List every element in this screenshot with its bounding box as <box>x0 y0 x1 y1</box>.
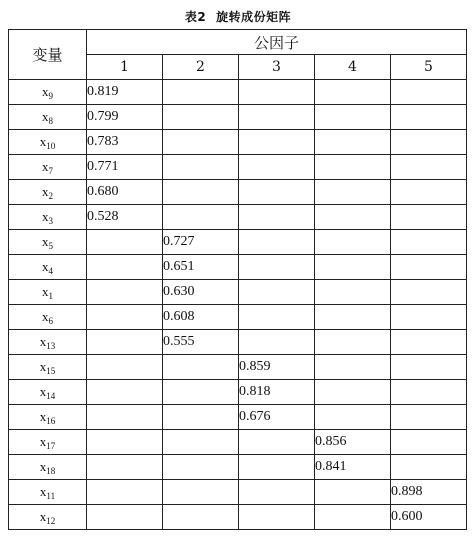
loading-cell <box>163 430 239 455</box>
loading-cell <box>163 155 239 180</box>
loading-cell <box>315 255 391 280</box>
loading-cell <box>391 80 467 105</box>
table-row <box>9 205 467 230</box>
factor-header: 3 <box>239 55 315 80</box>
table-row <box>9 480 467 505</box>
table-row <box>9 430 467 455</box>
table-row <box>9 330 467 355</box>
loading-cell: 0.676 <box>239 405 315 430</box>
variable-cell <box>9 305 87 330</box>
variable-symbol: x <box>42 283 49 299</box>
factor-header: 2 <box>163 55 239 80</box>
table-row <box>9 405 467 430</box>
loading-cell <box>163 505 239 530</box>
loading-cell <box>315 180 391 205</box>
variable-cell <box>9 155 87 180</box>
variable-cell <box>9 330 87 355</box>
matrix-body <box>9 80 467 530</box>
loading-cell <box>239 330 315 355</box>
variable-symbol: x <box>42 233 49 249</box>
variable-cell <box>9 130 87 155</box>
loading-cell <box>87 480 163 505</box>
loading-cell <box>391 180 467 205</box>
loading-cell <box>163 380 239 405</box>
loading-cell: 0.841 <box>315 455 391 480</box>
loading-cell <box>163 455 239 480</box>
variable-header: 变量 <box>9 30 87 80</box>
loading-cell <box>391 155 467 180</box>
loading-cell <box>239 80 315 105</box>
variable-index: 5 <box>48 240 53 251</box>
loading-cell <box>391 355 467 380</box>
loading-cell: 0.771 <box>87 155 163 180</box>
loading-cell <box>315 380 391 405</box>
loading-cell <box>315 330 391 355</box>
loading-cell <box>315 105 391 130</box>
variable-cell <box>9 430 87 455</box>
table-row <box>9 280 467 305</box>
loading-cell <box>391 305 467 330</box>
loading-cell <box>87 455 163 480</box>
table-row <box>9 505 467 530</box>
loading-cell <box>87 255 163 280</box>
loading-cell <box>239 105 315 130</box>
loading-cell <box>163 405 239 430</box>
loading-cell <box>315 155 391 180</box>
loading-cell <box>239 230 315 255</box>
variable-symbol: x <box>42 308 49 324</box>
variable-symbol: x <box>39 358 47 374</box>
loading-cell <box>391 205 467 230</box>
table-row <box>9 455 467 480</box>
loading-cell <box>87 355 163 380</box>
table-row <box>9 255 467 280</box>
loading-cell <box>163 180 239 205</box>
loading-cell <box>87 405 163 430</box>
loading-cell <box>391 230 467 255</box>
loading-cell <box>87 330 163 355</box>
table-title: 旋转成份矩阵 <box>216 10 292 24</box>
variable-index: 15 <box>46 365 56 376</box>
variable-index: 7 <box>48 165 53 176</box>
variable-cell <box>9 205 87 230</box>
loading-cell <box>391 255 467 280</box>
table-row <box>9 380 467 405</box>
variable-cell <box>9 230 87 255</box>
variable-symbol: x <box>39 408 47 424</box>
loading-cell <box>239 430 315 455</box>
loading-cell: 0.783 <box>87 130 163 155</box>
loading-cell <box>391 380 467 405</box>
variable-symbol: x <box>39 133 47 149</box>
loading-cell <box>391 405 467 430</box>
table-row <box>9 130 467 155</box>
variable-symbol: x <box>39 458 47 474</box>
loading-cell <box>239 180 315 205</box>
loading-cell <box>87 430 163 455</box>
loading-cell: 0.819 <box>87 80 163 105</box>
loading-cell <box>391 130 467 155</box>
loading-cell <box>315 305 391 330</box>
loading-cell <box>239 505 315 530</box>
table-caption <box>0 8 476 25</box>
loading-cell <box>87 280 163 305</box>
table-row <box>9 80 467 105</box>
loading-cell: 0.608 <box>163 305 239 330</box>
loading-cell <box>315 355 391 380</box>
loading-cell <box>391 280 467 305</box>
loading-cell <box>87 230 163 255</box>
variable-symbol: x <box>42 208 49 224</box>
loading-cell <box>87 380 163 405</box>
table-row <box>9 155 467 180</box>
variable-cell <box>9 380 87 405</box>
variable-index: 18 <box>46 465 56 476</box>
loading-cell <box>87 505 163 530</box>
factor-header: 5 <box>391 55 467 80</box>
table-row <box>9 105 467 130</box>
variable-symbol: x <box>42 83 49 99</box>
variable-symbol: x <box>42 183 49 199</box>
variable-index: 1 <box>48 290 53 301</box>
variable-cell <box>9 80 87 105</box>
loading-cell <box>315 80 391 105</box>
loading-cell <box>391 330 467 355</box>
variable-index: 2 <box>48 190 53 201</box>
loading-cell <box>163 130 239 155</box>
loading-cell <box>315 130 391 155</box>
factor-header: 4 <box>315 55 391 80</box>
loading-cell: 0.555 <box>163 330 239 355</box>
loading-cell <box>239 305 315 330</box>
variable-cell <box>9 255 87 280</box>
variable-cell <box>9 280 87 305</box>
loading-cell <box>391 105 467 130</box>
variable-index: 17 <box>46 440 56 451</box>
loading-cell <box>315 505 391 530</box>
variable-symbol: x <box>42 158 49 174</box>
loading-cell <box>239 480 315 505</box>
table-row <box>9 230 467 255</box>
table-row <box>9 180 467 205</box>
variable-cell <box>9 180 87 205</box>
variable-index: 4 <box>48 265 53 276</box>
loading-cell <box>391 430 467 455</box>
loading-cell <box>315 280 391 305</box>
variable-symbol: x <box>39 508 47 524</box>
rotated-component-matrix <box>8 29 467 530</box>
table-row <box>9 355 467 380</box>
variable-index: 13 <box>46 340 56 351</box>
loading-cell <box>239 280 315 305</box>
loading-cell <box>163 480 239 505</box>
loading-cell: 0.856 <box>315 430 391 455</box>
loading-cell <box>391 455 467 480</box>
loading-cell: 0.600 <box>391 505 467 530</box>
variable-symbol: x <box>39 433 47 449</box>
variable-symbol: x <box>39 333 47 349</box>
variable-index: 16 <box>46 415 56 426</box>
loading-cell: 0.818 <box>239 380 315 405</box>
loading-cell: 0.630 <box>163 280 239 305</box>
table-number: 表2 <box>184 10 207 24</box>
loading-cell <box>315 205 391 230</box>
variable-index: 12 <box>46 515 56 526</box>
loading-cell <box>239 205 315 230</box>
variable-index: 9 <box>48 90 53 101</box>
common-factor-header: 公因子 <box>87 30 467 55</box>
loading-cell <box>163 355 239 380</box>
variable-cell <box>9 505 87 530</box>
loading-cell <box>163 80 239 105</box>
variable-cell <box>9 105 87 130</box>
variable-symbol: x <box>42 108 49 124</box>
loading-cell <box>315 405 391 430</box>
loading-cell <box>239 455 315 480</box>
variable-index: 10 <box>46 140 56 151</box>
variable-index: 11 <box>46 490 56 501</box>
variable-index: 8 <box>48 115 53 126</box>
loading-cell <box>239 130 315 155</box>
variable-symbol: x <box>39 483 47 499</box>
loading-cell: 0.859 <box>239 355 315 380</box>
loading-cell <box>87 305 163 330</box>
loading-cell: 0.898 <box>391 480 467 505</box>
variable-cell <box>9 455 87 480</box>
loading-cell <box>239 255 315 280</box>
table-row <box>9 305 467 330</box>
loading-cell <box>163 205 239 230</box>
loading-cell <box>239 155 315 180</box>
loading-cell: 0.680 <box>87 180 163 205</box>
loading-cell <box>163 105 239 130</box>
factor-header: 1 <box>87 55 163 80</box>
variable-cell <box>9 405 87 430</box>
loading-cell: 0.799 <box>87 105 163 130</box>
variable-index: 3 <box>48 215 53 226</box>
variable-cell <box>9 480 87 505</box>
variable-symbol: x <box>39 383 47 399</box>
variable-index: 6 <box>48 315 53 326</box>
loading-cell: 0.727 <box>163 230 239 255</box>
variable-symbol: x <box>42 258 49 274</box>
loading-cell <box>315 230 391 255</box>
variable-index: 14 <box>46 390 56 401</box>
loading-cell <box>315 480 391 505</box>
variable-cell <box>9 355 87 380</box>
loading-cell: 0.528 <box>87 205 163 230</box>
loading-cell: 0.651 <box>163 255 239 280</box>
